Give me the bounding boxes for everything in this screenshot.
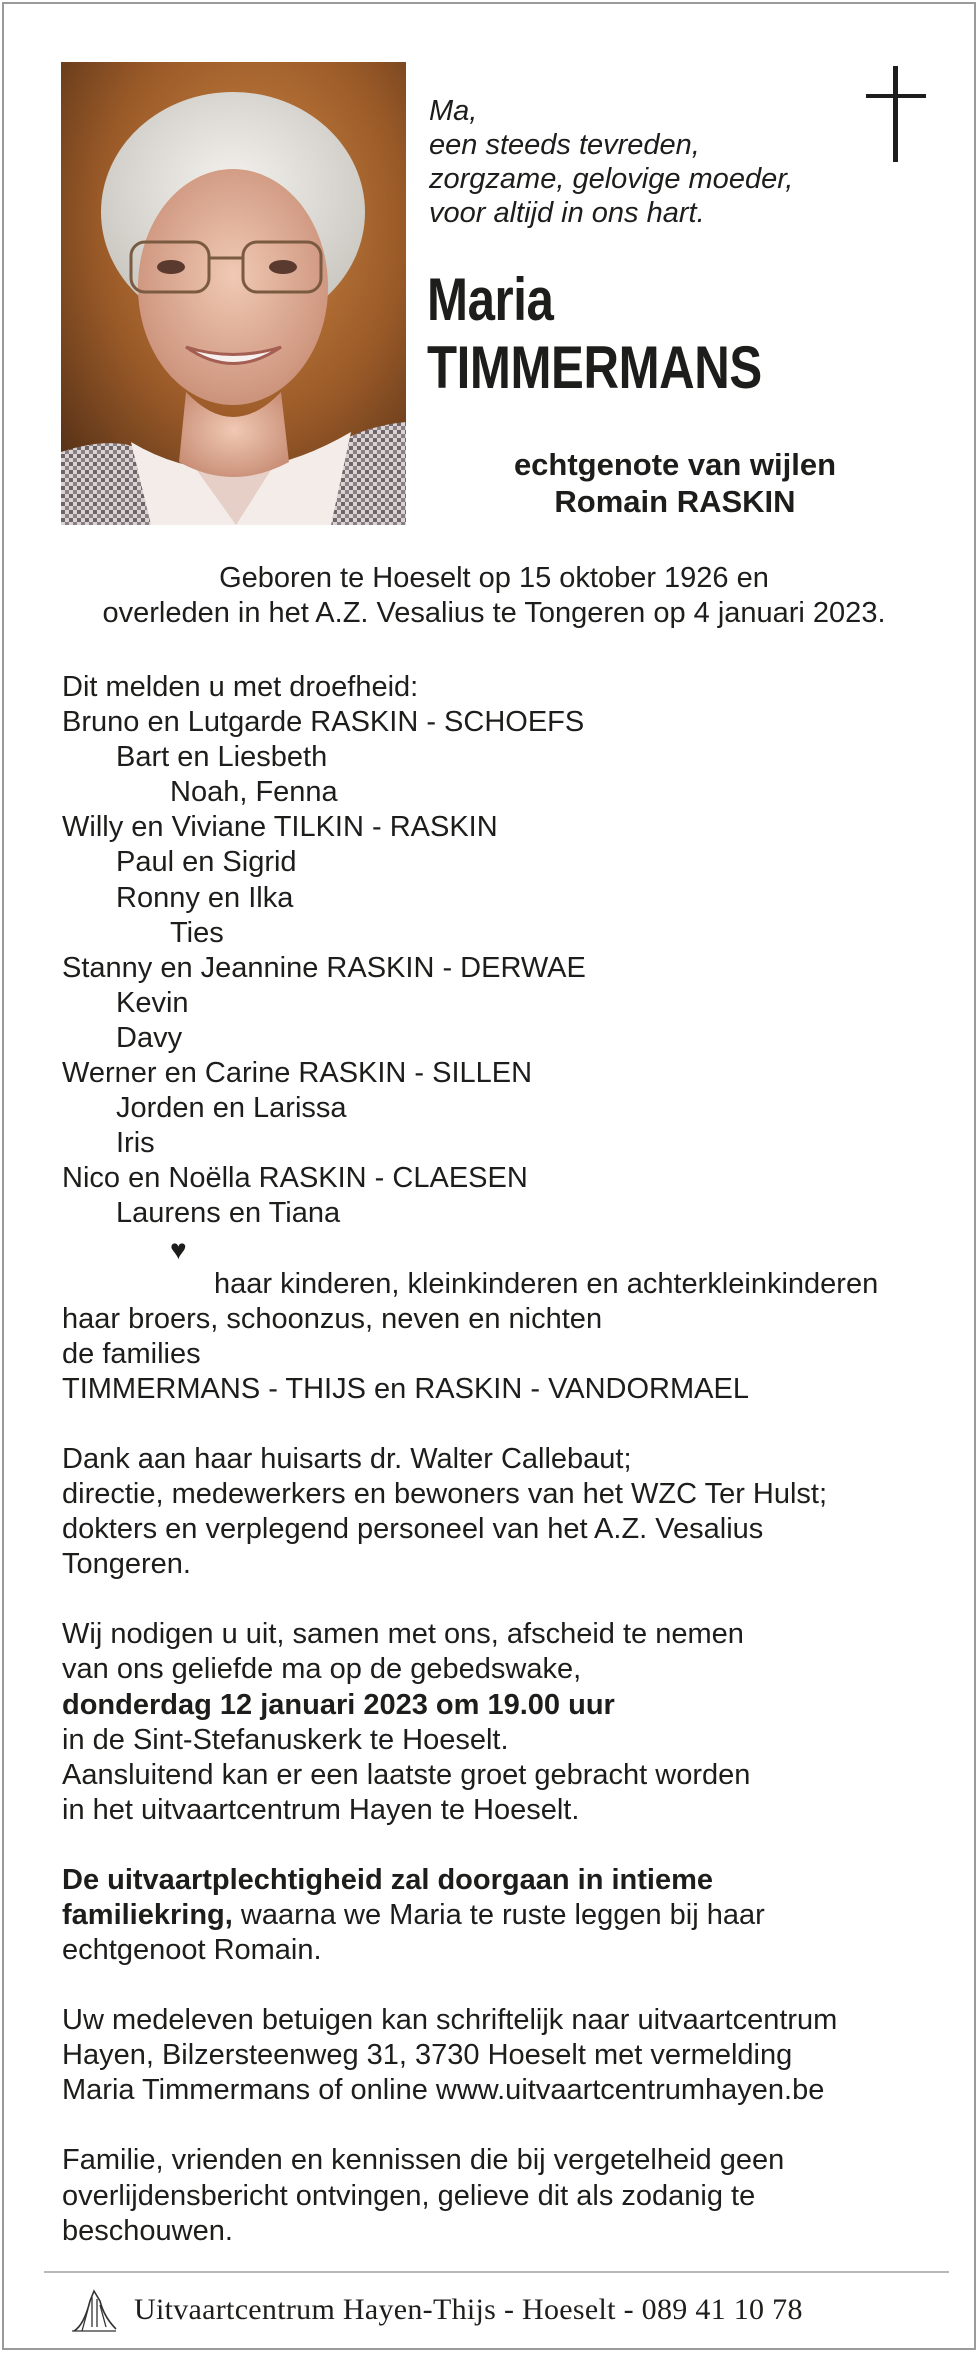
poem-line: voor altijd in ons hart. [429,197,705,229]
deceased-name [427,266,762,402]
wake-line: van ons geliefde ma op de gebedswake, [62,1653,582,1686]
family-intro: Dit melden u met droefheid: [62,671,419,703]
condolence-line: Hayen, Bilzersteenweg 31, 3730 Hoeselt met vermelding [62,2039,793,2072]
thanks-paragraph [62,1442,942,1582]
heart-icon: ♥ [170,1233,187,1265]
notice-line: beschouwen. [62,2214,233,2247]
family-line: Jorden en Larissa [116,1092,347,1125]
family-line: Paul en Sigrid [116,846,297,879]
footer [70,2286,803,2334]
wake-line: Aansluitend kan er een laatste groet gebracht worden [62,1758,751,1791]
main-text [62,670,942,2249]
wake-line: in de Sint-Stefanuskerk te Hoeselt. [62,1723,509,1756]
family-line: Bruno en Lutgarde RASKIN - SCHOEFS [62,706,585,739]
spouse-name: Romain RASKIN [554,484,796,519]
footer-text: Uitvaartcentrum Hayen-Thijs - Hoeselt - 089 41 10 78 [134,2293,803,2326]
cross-icon [866,66,926,162]
funeral-paragraph [62,1863,942,1968]
condolence-paragraph [62,2003,942,2108]
family-line: de families [62,1337,201,1370]
funeral-text: waarna we Maria te ruste leggen bij haar [232,1899,765,1931]
family-line: Kevin [116,986,189,1019]
funeral-home-logo [70,2287,118,2333]
funeral-line [62,1898,942,1933]
family-line: Laurens en Tiana [116,1197,341,1230]
last-name: TIMMERMANS [427,334,762,401]
spouse-info [474,446,876,520]
family-line: haar kinderen, kleinkinderen en achterkleinkinderen [214,1267,879,1300]
family-line: TIMMERMANS - THIJS en RASKIN - VANDORMAEL [62,1372,749,1405]
poem [429,94,829,230]
family-line: Nico en Noëlla RASKIN - CLAESEN [62,1162,528,1195]
thanks-line: Dank aan haar huisarts dr. Walter Callebaut; [62,1442,632,1475]
family-line: Noah, Fenna [170,776,338,809]
funeral-bold: familiekring, [62,1899,233,1931]
family-line: haar broers, schoonzus, neven en nichten [62,1302,603,1335]
condolence-line: Maria Timmermans of online www.uitvaartcentrumhayen.be [62,2074,825,2107]
obituary-card [2,2,976,2350]
family-line: Davy [116,1021,183,1054]
poem-line: zorgzame, gelovige moeder, [429,163,794,195]
family-line: Bart en Liesbeth [116,741,328,774]
family-line: Werner en Carine RASKIN - SILLEN [62,1057,533,1090]
funeral-line: echtgenoot Romain. [62,1934,322,1967]
funeral-line: De uitvaartplechtigheid zal doorgaan in intieme [62,1863,713,1896]
thanks-line: Tongeren. [62,1548,191,1581]
notice-line: overlijdensbericht ontvingen, gelieve dit als zodanig te [62,2179,756,2212]
poem-line: Ma, [429,95,478,127]
notice-line: Familie, vrienden en kennissen die bij vergetelheid geen [62,2144,785,2177]
poem-line: een steeds tevreden, [429,129,700,161]
first-name: Maria [427,266,554,333]
footer-divider [44,2271,949,2273]
notice-paragraph [62,2143,942,2248]
wake-line: in het uitvaartcentrum Hayen te Hoeselt. [62,1793,580,1826]
family-line: Iris [116,1127,155,1160]
family-line: Willy en Viviane TILKIN - RASKIN [62,811,498,844]
wake-line: Wij nodigen u uit, samen met ons, afscheid te nemen [62,1618,744,1651]
family-line: Ties [170,916,224,949]
wake-paragraph [62,1617,942,1828]
condolence-line: Uw medeleven betuigen kan schriftelijk naar uitvaartcentrum [62,2004,838,2037]
thanks-line: directie, medewerkers en bewoners van het WZC Ter Hulst; [62,1478,828,1511]
wake-date: donderdag 12 januari 2023 om 19.00 uur [62,1688,615,1721]
spouse-line: echtgenote van wijlen [513,447,837,482]
birth-death-info [61,561,927,631]
family-line: Ronny en Ilka [116,881,294,914]
death-line: overleden in het A.Z. Vesalius te Tongeren op 4 januari 2023. [102,597,886,629]
portrait-photo [61,62,406,525]
family-line: Stanny en Jeannine RASKIN - DERWAE [62,951,586,984]
thanks-line: dokters en verplegend personeel van het A.Z. Vesalius [62,1513,764,1546]
birth-line: Geboren te Hoeselt op 15 oktober 1926 en [219,562,769,594]
